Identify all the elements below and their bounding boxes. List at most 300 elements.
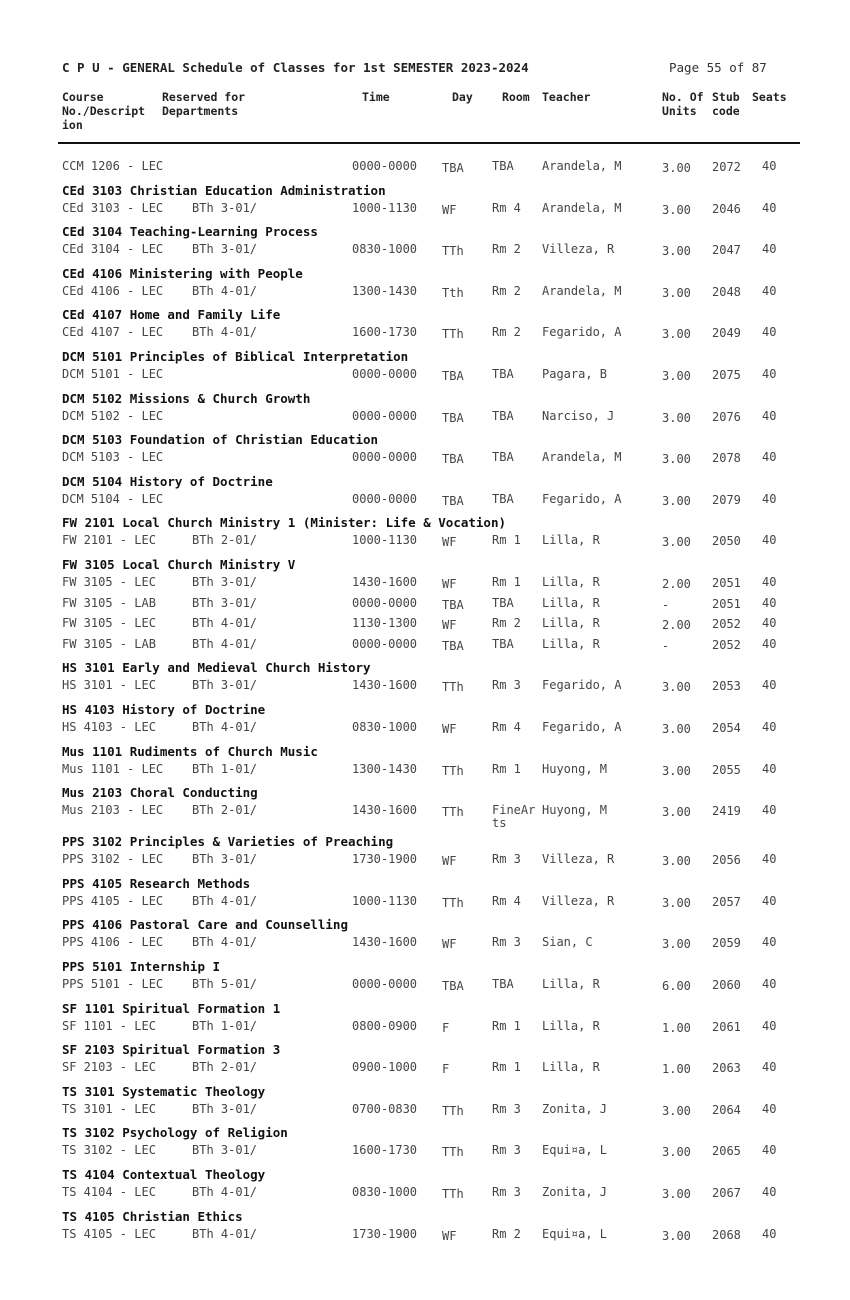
- reserved-cell: BTh 4-01/: [192, 893, 258, 908]
- seats-cell: 40: [762, 935, 777, 950]
- course-cell: FW 3105 - LEC: [62, 616, 156, 631]
- day-cell: WF: [442, 618, 457, 633]
- col-header-stub: Stub code: [712, 90, 740, 118]
- teacher-cell: Equi¤a, L: [542, 1143, 608, 1158]
- stub-cell: 2052: [712, 637, 741, 652]
- course-cell: PPS 4106 - LEC: [62, 935, 164, 950]
- stub-cell: 2049: [712, 326, 741, 341]
- time-cell: 0000-0000: [352, 408, 418, 423]
- teacher-cell: Fegarido, A: [542, 491, 622, 506]
- course-cell: FW 3105 - LAB: [62, 636, 156, 651]
- schedule-row: [0, 803, 850, 831]
- day-cell: TTh: [442, 805, 464, 820]
- time-cell: 1130-1300: [352, 616, 418, 631]
- room-cell: Rm 2: [492, 283, 521, 298]
- schedule-row: [0, 1020, 850, 1040]
- time-cell: 1430-1600: [352, 575, 418, 589]
- time-cell: 0000-0000: [352, 450, 418, 465]
- seats-cell: 40: [762, 283, 777, 298]
- stub-cell: 2075: [712, 368, 741, 382]
- day-cell: WF: [442, 937, 457, 952]
- room-cell: TBA: [492, 408, 514, 423]
- units-cell: 3.00: [662, 1103, 691, 1118]
- day-cell: TBA: [442, 638, 464, 653]
- course-cell: DCM 5103 - LEC: [62, 450, 164, 465]
- stub-cell: 2053: [712, 679, 741, 694]
- stub-cell: 2061: [712, 1019, 741, 1034]
- col-header-room: Room: [502, 90, 530, 104]
- seats-cell: 40: [762, 367, 777, 381]
- seats-cell: 40: [762, 491, 777, 506]
- reserved-cell: BTh 3-01/: [192, 1101, 258, 1116]
- course-cell: CCM 1206 - LEC: [62, 159, 164, 173]
- time-cell: 0000-0000: [352, 367, 418, 381]
- room-cell: Rm 3: [492, 678, 521, 693]
- course-cell: CEd 3104 - LEC: [62, 242, 164, 257]
- course-cell: TS 4105 - LEC: [62, 1226, 156, 1241]
- time-cell: 0000-0000: [352, 491, 418, 506]
- time-cell: 1430-1600: [352, 678, 418, 693]
- course-cell: DCM 5102 - LEC: [62, 408, 164, 423]
- col-header-teacher: Teacher: [542, 90, 591, 104]
- course-group-title: FW 3105 Local Church Ministry V: [62, 557, 296, 572]
- col-header-day: Day: [452, 90, 473, 104]
- teacher-cell: Lilla, R: [542, 1018, 600, 1033]
- course-group-title: SF 2103 Spiritual Formation 3: [62, 1042, 281, 1058]
- time-cell: 0000-0000: [352, 159, 418, 173]
- day-cell: WF: [442, 854, 457, 869]
- course-group-title: DCM 5102 Missions & Church Growth: [62, 390, 311, 406]
- room-cell: TBA: [492, 159, 514, 173]
- course-cell: CEd 3103 - LEC: [62, 200, 164, 215]
- day-cell: TBA: [442, 369, 464, 383]
- day-cell: F: [442, 1020, 450, 1035]
- time-cell: 1300-1430: [352, 283, 418, 298]
- reserved-cell: BTh 4-01/: [192, 283, 258, 298]
- day-cell: TTh: [442, 895, 464, 910]
- stub-cell: 2055: [712, 762, 741, 777]
- teacher-cell: Zonita, J: [542, 1101, 608, 1116]
- seats-cell: 40: [762, 325, 777, 340]
- course-group-title: CEd 4106 Ministering with People: [62, 265, 303, 281]
- room-cell: Rm 3: [492, 1143, 521, 1158]
- seats-cell: 40: [762, 408, 777, 423]
- teacher-cell: Villeza, R: [542, 242, 615, 257]
- course-group-title: TS 3101 Systematic Theology: [62, 1083, 266, 1099]
- teacher-cell: Fegarido, A: [542, 720, 622, 734]
- units-cell: 3.00: [662, 493, 691, 508]
- course-cell: TS 3101 - LEC: [62, 1101, 156, 1116]
- page-number: Page 55 of 87: [669, 60, 767, 75]
- schedule-row: [0, 1186, 850, 1206]
- day-cell: WF: [442, 1228, 457, 1243]
- schedule-row: [0, 243, 850, 263]
- reserved-cell: BTh 4-01/: [192, 636, 258, 651]
- schedule-row: [0, 1228, 850, 1248]
- units-cell: 2.00: [662, 577, 691, 591]
- units-cell: 3.00: [662, 937, 691, 952]
- teacher-cell: Villeza, R: [542, 893, 615, 908]
- room-cell: Rm 4: [492, 200, 521, 215]
- time-cell: 1600-1730: [352, 325, 418, 340]
- schedule-row: [0, 638, 850, 658]
- schedule-row: [0, 160, 850, 180]
- schedule-row: [0, 1061, 850, 1081]
- teacher-cell: Equi¤a, L: [542, 1226, 608, 1241]
- course-group-title: PPS 3102 Principles & Varieties of Preaching: [62, 834, 394, 850]
- course-cell: FW 2101 - LEC: [62, 533, 156, 548]
- schedule-row: [0, 853, 850, 873]
- schedule-row: [0, 493, 850, 513]
- schedule-row: [0, 326, 850, 346]
- seats-cell: 40: [762, 678, 777, 693]
- stub-cell: 2048: [712, 284, 741, 299]
- seats-cell: 40: [762, 852, 777, 867]
- room-cell: Rm 1: [492, 575, 521, 589]
- schedule-row: [0, 1103, 850, 1123]
- course-cell: CEd 4107 - LEC: [62, 325, 164, 340]
- day-cell: TBA: [442, 493, 464, 508]
- seats-cell: 40: [762, 1143, 777, 1158]
- schedule-row: [0, 451, 850, 471]
- day-cell: TTh: [442, 1103, 464, 1118]
- stub-cell: 2054: [712, 721, 741, 735]
- course-cell: PPS 4105 - LEC: [62, 893, 164, 908]
- units-cell: -: [662, 638, 670, 653]
- teacher-cell: Huyong, M: [542, 761, 608, 776]
- room-cell: Rm 2: [492, 242, 521, 257]
- units-cell: 3.00: [662, 895, 691, 910]
- stub-cell: 2051: [712, 576, 741, 590]
- stub-cell: 2076: [712, 409, 741, 424]
- time-cell: 0000-0000: [352, 977, 418, 991]
- day-cell: TBA: [442, 979, 464, 993]
- schedule-row: [0, 978, 850, 998]
- course-cell: SF 2103 - LEC: [62, 1060, 156, 1075]
- header-divider: [58, 142, 800, 144]
- reserved-cell: BTh 3-01/: [192, 200, 258, 215]
- stub-cell: 2052: [712, 617, 741, 632]
- stub-cell: 2059: [712, 936, 741, 951]
- course-cell: Mus 1101 - LEC: [62, 761, 164, 776]
- day-cell: TBA: [442, 597, 464, 612]
- day-cell: WF: [442, 202, 457, 217]
- units-cell: 1.00: [662, 1062, 691, 1077]
- schedule-row: [0, 936, 850, 956]
- course-group-title: HS 4103 History of Doctrine: [62, 702, 266, 717]
- units-cell: 2.00: [662, 618, 691, 633]
- schedule-row: [0, 895, 850, 915]
- schedule-row: [0, 617, 850, 637]
- teacher-cell: Fegarido, A: [542, 325, 622, 340]
- day-cell: TTh: [442, 327, 464, 342]
- seats-cell: 40: [762, 977, 777, 991]
- course-group-title: CEd 3103 Christian Education Administration: [62, 182, 386, 198]
- course-cell: PPS 3102 - LEC: [62, 852, 164, 867]
- seats-cell: 40: [762, 1018, 777, 1033]
- seats-cell: 40: [762, 595, 777, 610]
- schedule-row: [0, 576, 850, 596]
- schedule-row: [0, 679, 850, 699]
- course-cell: TS 3102 - LEC: [62, 1143, 156, 1158]
- stub-cell: 2068: [712, 1227, 741, 1242]
- reserved-cell: BTh 3-01/: [192, 242, 258, 257]
- units-cell: 6.00: [662, 979, 691, 993]
- course-cell: Mus 2103 - LEC: [62, 803, 164, 818]
- stub-cell: 2051: [712, 596, 741, 611]
- seats-cell: 40: [762, 720, 777, 734]
- units-cell: 3.00: [662, 854, 691, 869]
- course-group-title: Mus 1101 Rudiments of Church Music: [62, 743, 318, 759]
- teacher-cell: Lilla, R: [542, 977, 600, 991]
- units-cell: -: [662, 597, 670, 612]
- units-cell: 3.00: [662, 722, 691, 736]
- units-cell: 3.00: [662, 244, 691, 259]
- stub-cell: 2079: [712, 492, 741, 507]
- teacher-cell: Lilla, R: [542, 616, 600, 631]
- day-cell: WF: [442, 577, 457, 591]
- seats-cell: 40: [762, 159, 777, 173]
- room-cell: Rm 2: [492, 1226, 521, 1241]
- seats-cell: 40: [762, 575, 777, 589]
- reserved-cell: BTh 2-01/: [192, 533, 258, 548]
- units-cell: 3.00: [662, 161, 691, 175]
- room-cell: TBA: [492, 450, 514, 465]
- stub-cell: 2419: [712, 804, 741, 819]
- col-header-reserved: Reserved for Departments: [162, 90, 246, 118]
- schedule-row: [0, 202, 850, 222]
- course-group-title: CEd 4107 Home and Family Life: [62, 307, 281, 323]
- units-cell: 3.00: [662, 369, 691, 383]
- time-cell: 1600-1730: [352, 1143, 418, 1158]
- room-cell: Rm 3: [492, 935, 521, 950]
- stub-cell: 2063: [712, 1061, 741, 1076]
- room-cell: Rm 4: [492, 893, 521, 908]
- course-cell: DCM 5101 - LEC: [62, 367, 164, 381]
- schedule-row: [0, 763, 850, 783]
- course-group-title: TS 3102 Psychology of Religion: [62, 1125, 288, 1141]
- room-cell: TBA: [492, 636, 514, 651]
- teacher-cell: Villeza, R: [542, 852, 615, 867]
- course-group-title: PPS 4106 Pastoral Care and Counselling: [62, 917, 348, 933]
- units-cell: 3.00: [662, 202, 691, 217]
- room-cell: TBA: [492, 367, 514, 381]
- time-cell: 0800-0900: [352, 1018, 418, 1033]
- time-cell: 0830-1000: [352, 1185, 418, 1199]
- reserved-cell: BTh 4-01/: [192, 616, 258, 631]
- room-cell: Rm 3: [492, 852, 521, 867]
- seats-cell: 40: [762, 242, 777, 257]
- reserved-cell: BTh 4-01/: [192, 1185, 258, 1199]
- time-cell: 1300-1430: [352, 761, 418, 776]
- teacher-cell: Pagara, B: [542, 367, 608, 381]
- room-cell: Rm 1: [492, 533, 521, 548]
- seats-cell: 40: [762, 200, 777, 215]
- stub-cell: 2065: [712, 1144, 741, 1159]
- room-cell: Rm 4: [492, 720, 521, 734]
- units-cell: 3.00: [662, 327, 691, 342]
- time-cell: 1000-1130: [352, 200, 418, 215]
- units-cell: 3.00: [662, 410, 691, 425]
- teacher-cell: Arandela, M: [542, 450, 622, 465]
- units-cell: 3.00: [662, 285, 691, 300]
- seats-cell: 40: [762, 1101, 777, 1116]
- course-group-title: DCM 5101 Principles of Biblical Interpretation: [62, 349, 409, 364]
- page-title: C P U - GENERAL Schedule of Classes for 1st SEMESTER 2023-2024: [62, 60, 529, 75]
- room-cell: TBA: [492, 595, 514, 610]
- schedule-row: [0, 410, 850, 430]
- time-cell: 1430-1600: [352, 935, 418, 950]
- day-cell: TTh: [442, 1187, 464, 1201]
- schedule-row: [0, 597, 850, 617]
- room-cell: Rm 3: [492, 1185, 521, 1199]
- day-cell: TTh: [442, 244, 464, 259]
- time-cell: 1000-1130: [352, 893, 418, 908]
- day-cell: TTh: [442, 763, 464, 778]
- reserved-cell: BTh 3-01/: [192, 1143, 258, 1158]
- schedule-row: [0, 368, 850, 388]
- col-header-course: Course No./Descript ion: [62, 90, 146, 132]
- units-cell: 3.00: [662, 763, 691, 778]
- course-cell: PPS 5101 - LEC: [62, 977, 164, 991]
- stub-cell: 2067: [712, 1186, 741, 1200]
- teacher-cell: Lilla, R: [542, 636, 600, 651]
- stub-cell: 2050: [712, 534, 741, 549]
- teacher-cell: Lilla, R: [542, 533, 600, 548]
- room-cell: FineAr ts: [492, 803, 536, 831]
- day-cell: TBA: [442, 161, 464, 175]
- units-cell: 3.00: [662, 680, 691, 695]
- course-group-title: DCM 5103 Foundation of Christian Education: [62, 432, 379, 448]
- course-cell: DCM 5104 - LEC: [62, 491, 164, 506]
- reserved-cell: BTh 1-01/: [192, 761, 258, 776]
- schedule-row: [0, 534, 850, 554]
- seats-cell: 40: [762, 533, 777, 548]
- seats-cell: 40: [762, 761, 777, 776]
- units-cell: 3.00: [662, 452, 691, 467]
- col-header-seats: Seats: [752, 90, 787, 104]
- course-group-title: PPS 4105 Research Methods: [62, 875, 251, 891]
- teacher-cell: Lilla, R: [542, 1060, 600, 1075]
- course-group-title: HS 3101 Early and Medieval Church History: [62, 660, 371, 676]
- day-cell: F: [442, 1062, 450, 1077]
- seats-cell: 40: [762, 1185, 777, 1199]
- stub-cell: 2078: [712, 451, 741, 466]
- room-cell: Rm 2: [492, 325, 521, 340]
- reserved-cell: BTh 4-01/: [192, 1226, 258, 1241]
- room-cell: Rm 1: [492, 1018, 521, 1033]
- units-cell: 3.00: [662, 535, 691, 550]
- seats-cell: 40: [762, 450, 777, 465]
- units-cell: 3.00: [662, 1145, 691, 1160]
- time-cell: 0700-0830: [352, 1101, 418, 1116]
- teacher-cell: Arandela, M: [542, 200, 622, 215]
- seats-cell: 40: [762, 803, 777, 818]
- time-cell: 1000-1130: [352, 533, 418, 548]
- time-cell: 0900-1000: [352, 1060, 418, 1075]
- stub-cell: 2064: [712, 1102, 741, 1117]
- seats-cell: 40: [762, 1226, 777, 1241]
- course-group-title: TS 4104 Contextual Theology: [62, 1167, 266, 1182]
- stub-cell: 2046: [712, 201, 741, 216]
- course-cell: SF 1101 - LEC: [62, 1018, 156, 1033]
- course-cell: HS 4103 - LEC: [62, 720, 156, 734]
- day-cell: TTh: [442, 680, 464, 695]
- time-cell: 0830-1000: [352, 720, 418, 734]
- teacher-cell: Lilla, R: [542, 595, 600, 610]
- course-group-title: DCM 5104 History of Doctrine: [62, 473, 273, 489]
- reserved-cell: BTh 3-01/: [192, 852, 258, 867]
- reserved-cell: BTh 5-01/: [192, 977, 258, 991]
- teacher-cell: Arandela, M: [542, 159, 622, 173]
- course-group-title: TS 4105 Christian Ethics: [62, 1208, 243, 1224]
- day-cell: WF: [442, 535, 457, 550]
- teacher-cell: Narciso, J: [542, 408, 615, 423]
- course-group-title: SF 1101 Spiritual Formation 1: [62, 1000, 281, 1016]
- reserved-cell: BTh 4-01/: [192, 325, 258, 340]
- schedule-row: [0, 285, 850, 305]
- course-group-title: PPS 5101 Internship I: [62, 959, 221, 974]
- room-cell: Rm 1: [492, 1060, 521, 1075]
- course-cell: CEd 4106 - LEC: [62, 283, 164, 298]
- seats-cell: 40: [762, 616, 777, 631]
- schedule-row: [0, 1144, 850, 1164]
- stub-cell: 2056: [712, 853, 741, 868]
- stub-cell: 2060: [712, 978, 741, 992]
- room-cell: TBA: [492, 977, 514, 991]
- stub-cell: 2072: [712, 160, 741, 174]
- col-header-time: Time: [362, 90, 390, 104]
- stub-cell: 2057: [712, 894, 741, 909]
- stub-cell: 2047: [712, 243, 741, 258]
- teacher-cell: Sian, C: [542, 935, 593, 950]
- reserved-cell: BTh 3-01/: [192, 678, 258, 693]
- col-header-units: No. Of Units: [662, 90, 704, 118]
- reserved-cell: BTh 2-01/: [192, 803, 258, 818]
- time-cell: 0000-0000: [352, 636, 418, 651]
- reserved-cell: BTh 3-01/: [192, 595, 258, 610]
- time-cell: 1430-1600: [352, 803, 418, 818]
- day-cell: WF: [442, 722, 457, 736]
- room-cell: Rm 2: [492, 616, 521, 631]
- teacher-cell: Fegarido, A: [542, 678, 622, 693]
- reserved-cell: BTh 2-01/: [192, 1060, 258, 1075]
- units-cell: 1.00: [662, 1020, 691, 1035]
- course-cell: HS 3101 - LEC: [62, 678, 156, 693]
- course-group-title: FW 2101 Local Church Ministry 1 (Minister: Life & Vocation): [62, 515, 507, 531]
- teacher-cell: Huyong, M: [542, 803, 608, 818]
- time-cell: 1730-1900: [352, 1226, 418, 1241]
- course-group-title: Mus 2103 Choral Conducting: [62, 785, 258, 801]
- time-cell: 0830-1000: [352, 242, 418, 257]
- room-cell: Rm 3: [492, 1101, 521, 1116]
- seats-cell: 40: [762, 893, 777, 908]
- seats-cell: 40: [762, 636, 777, 651]
- teacher-cell: Arandela, M: [542, 283, 622, 298]
- time-cell: 1730-1900: [352, 852, 418, 867]
- course-cell: FW 3105 - LEC: [62, 575, 156, 589]
- reserved-cell: BTh 4-01/: [192, 720, 258, 734]
- day-cell: Tth: [442, 285, 464, 300]
- day-cell: TBA: [442, 452, 464, 467]
- course-cell: TS 4104 - LEC: [62, 1185, 156, 1199]
- schedule-row: [0, 721, 850, 741]
- units-cell: 3.00: [662, 1228, 691, 1243]
- units-cell: 3.00: [662, 1187, 691, 1201]
- reserved-cell: BTh 1-01/: [192, 1018, 258, 1033]
- seats-cell: 40: [762, 1060, 777, 1075]
- room-cell: Rm 1: [492, 761, 521, 776]
